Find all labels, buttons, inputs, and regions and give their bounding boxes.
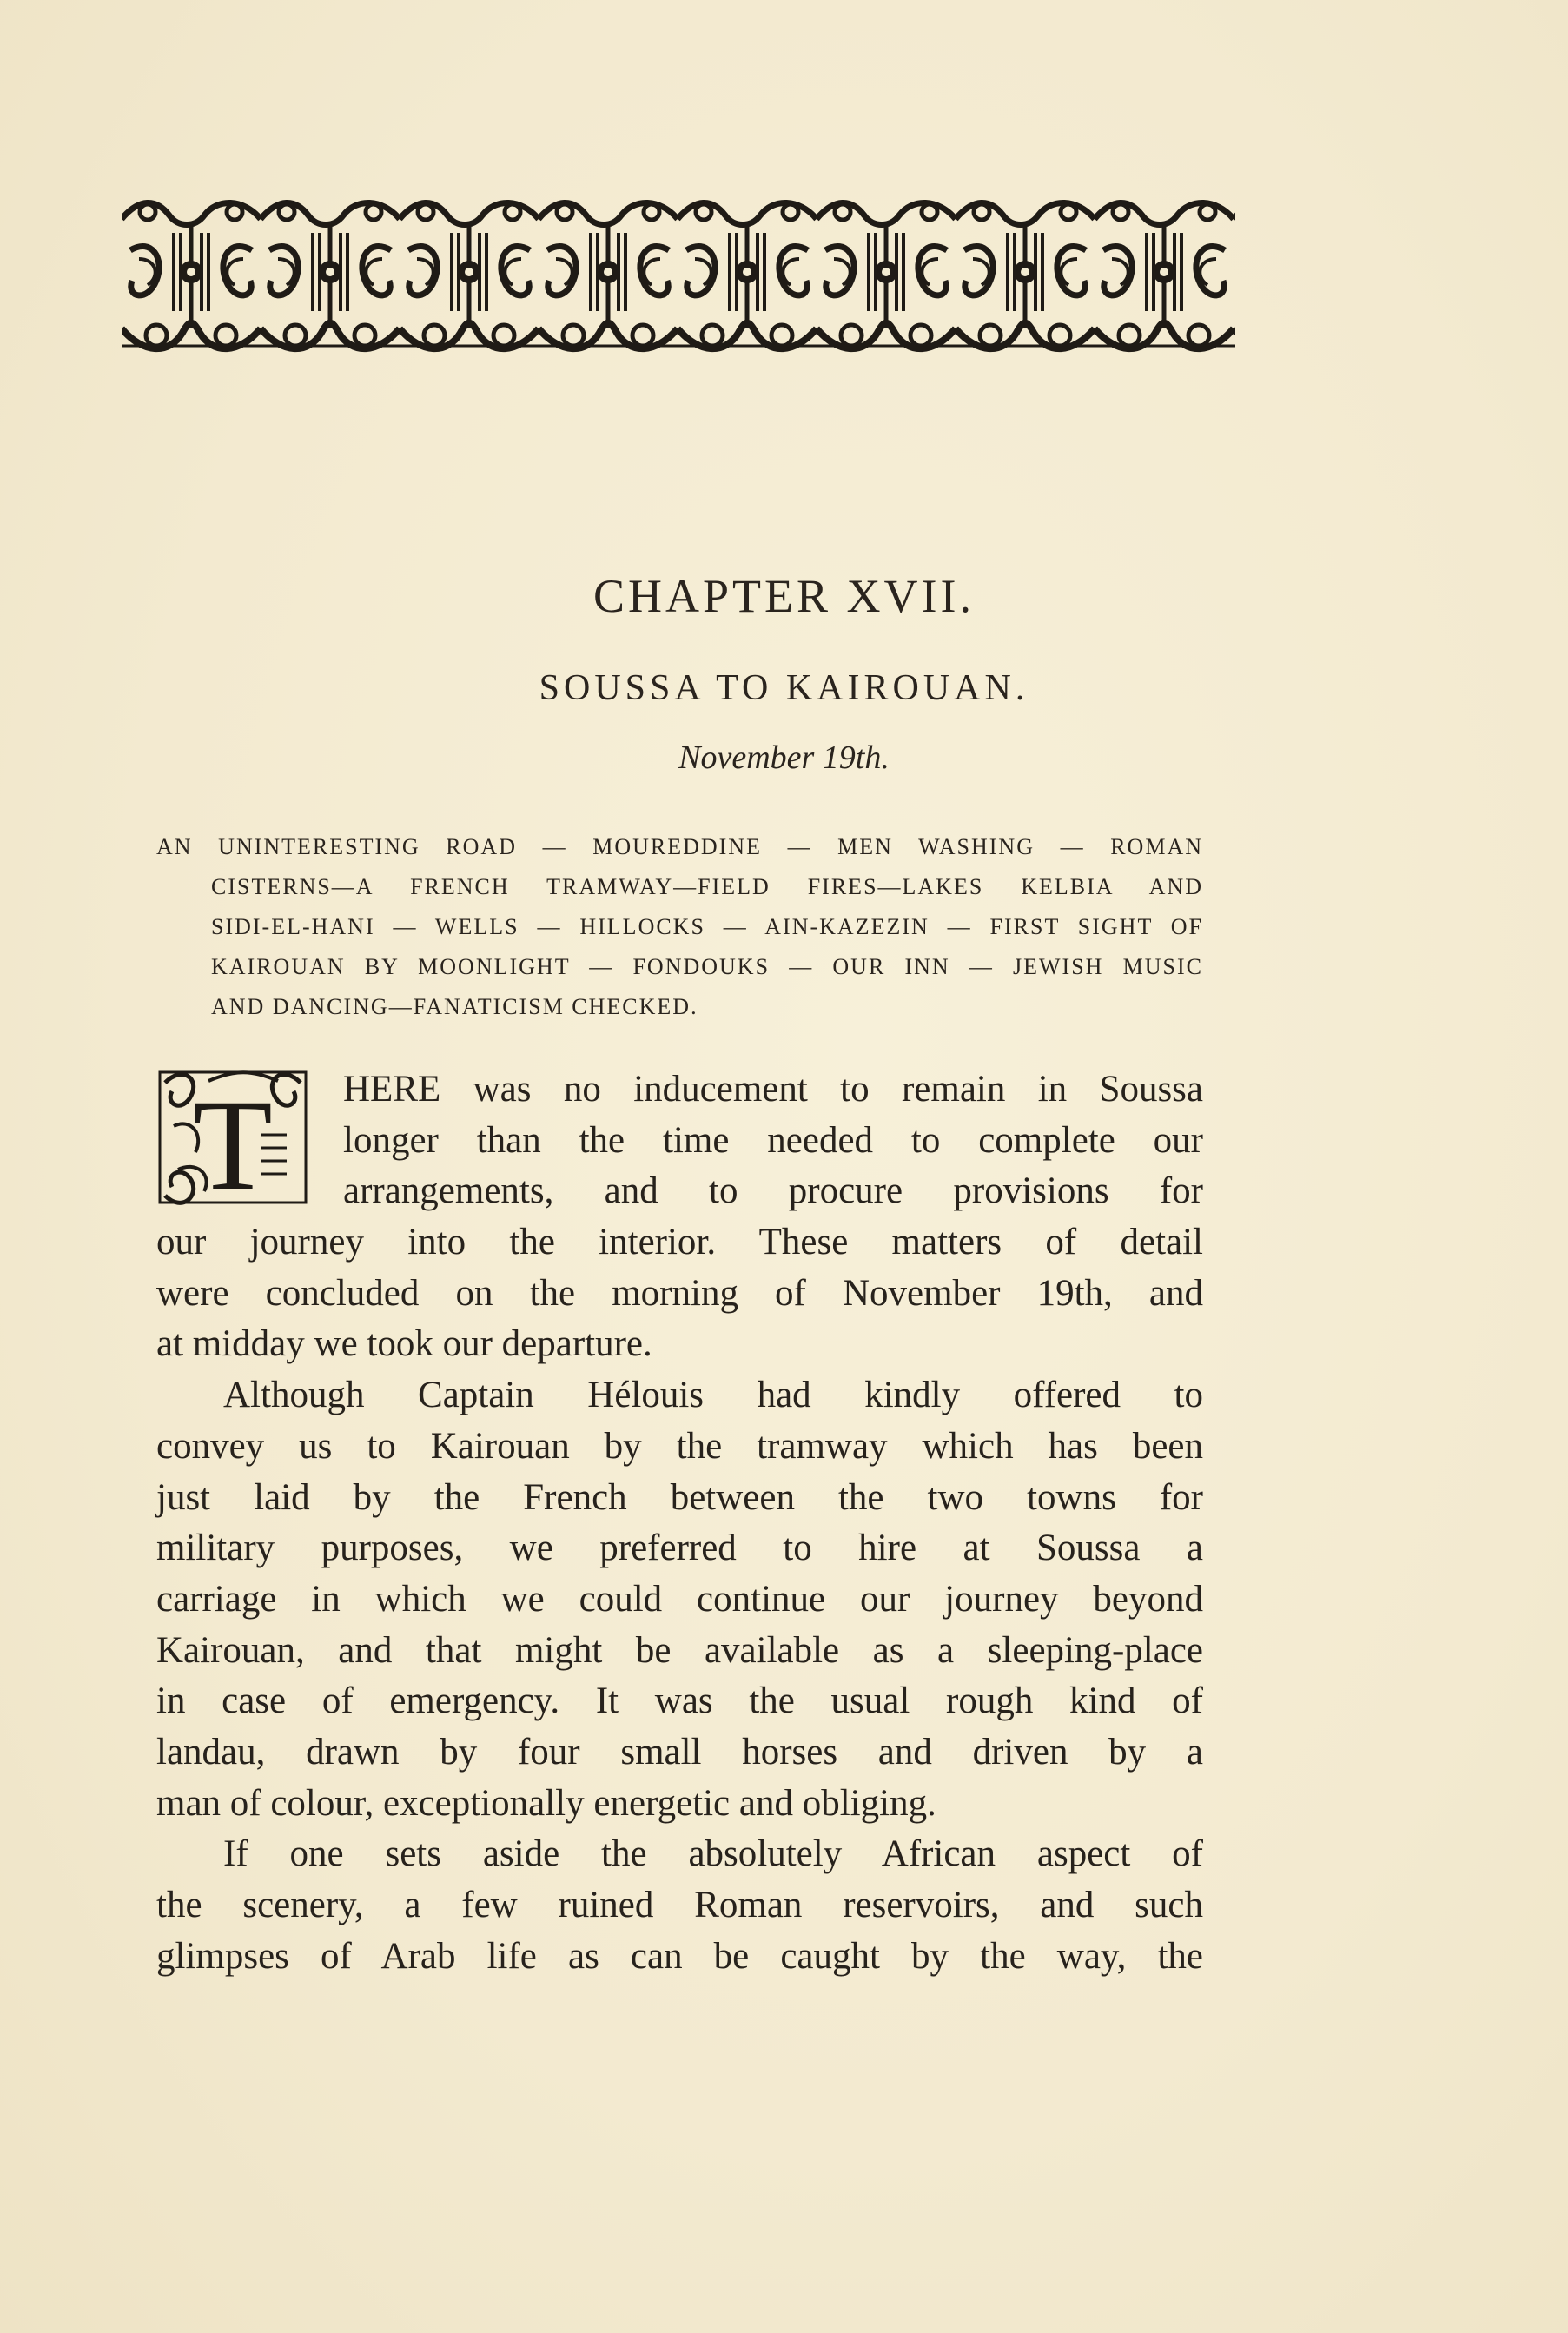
chapter-date: November 19th.: [678, 739, 890, 776]
text-line: man of colour, exceptionally energetic and obliging.: [156, 1782, 936, 1824]
drop-cap-letter: T: [193, 1073, 273, 1208]
synopsis-line: SIDI-EL-HANI — WELLS — HILLOCKS — AIN-KAZEZIN — FIRST SIGHT OF: [211, 914, 1203, 939]
text-line: convey us to Kairouan by the tramway which has been: [156, 1425, 1203, 1467]
text-line: our journey into the interior. These matters of detail: [156, 1222, 1203, 1263]
synopsis-line: AN UNINTERESTING ROAD — MOUREDDINE — MEN WASHING — ROMAN: [156, 834, 1203, 859]
chapter-title: CHAPTER XVII.: [593, 570, 975, 622]
chapter-subtitle: SOUSSA TO KAIROUAN.: [539, 668, 1029, 708]
text-line: glimpses of Arab life as can be caught by the way, the: [156, 1935, 1203, 1977]
text-line: longer than the time needed to complete our: [343, 1119, 1203, 1161]
text-line: the scenery, a few ruined Roman reservoirs, and such: [156, 1885, 1203, 1925]
text-line: carriage in which we could continue our journey beyond: [156, 1578, 1203, 1620]
synopsis-line: KAIROUAN BY MOONLIGHT — FONDOUKS — OUR INN — JEWISH MUSIC: [211, 954, 1203, 979]
text-line: Although Captain Hélouis had kindly offered to: [223, 1375, 1203, 1416]
text-line: If one sets aside the absolutely African aspect of: [223, 1833, 1203, 1875]
text-line: landau, drawn by four small horses and driven by a: [156, 1731, 1203, 1773]
text-line: were concluded on the morning of November 19th, and: [156, 1272, 1203, 1314]
text-line: arrangements, and to procure provisions for: [343, 1170, 1203, 1212]
synopsis-line: AND DANCING—FANATICISM CHECKED.: [211, 994, 698, 1019]
text-line: at midday we took our departure.: [156, 1323, 652, 1365]
chapter-synopsis: [156, 827, 1203, 1027]
synopsis-line: CISTERNS—A FRENCH TRAMWAY—FIELD FIRES—LAKES KELBIA AND: [211, 874, 1203, 899]
text-line: Kairouan, and that might be available as a sleeping-place: [156, 1629, 1203, 1671]
ornamental-headpiece: [122, 198, 1235, 355]
text-line: just laid by the French between the two towns for: [156, 1476, 1203, 1518]
text-line: military purposes, we preferred to hire at Soussa a: [156, 1528, 1203, 1569]
body-text: [156, 1064, 1203, 1982]
text-line: HERE was no inducement to remain in Soussa: [343, 1069, 1203, 1110]
text-line: in case of emergency. It was the usual rough kind of: [156, 1680, 1203, 1722]
